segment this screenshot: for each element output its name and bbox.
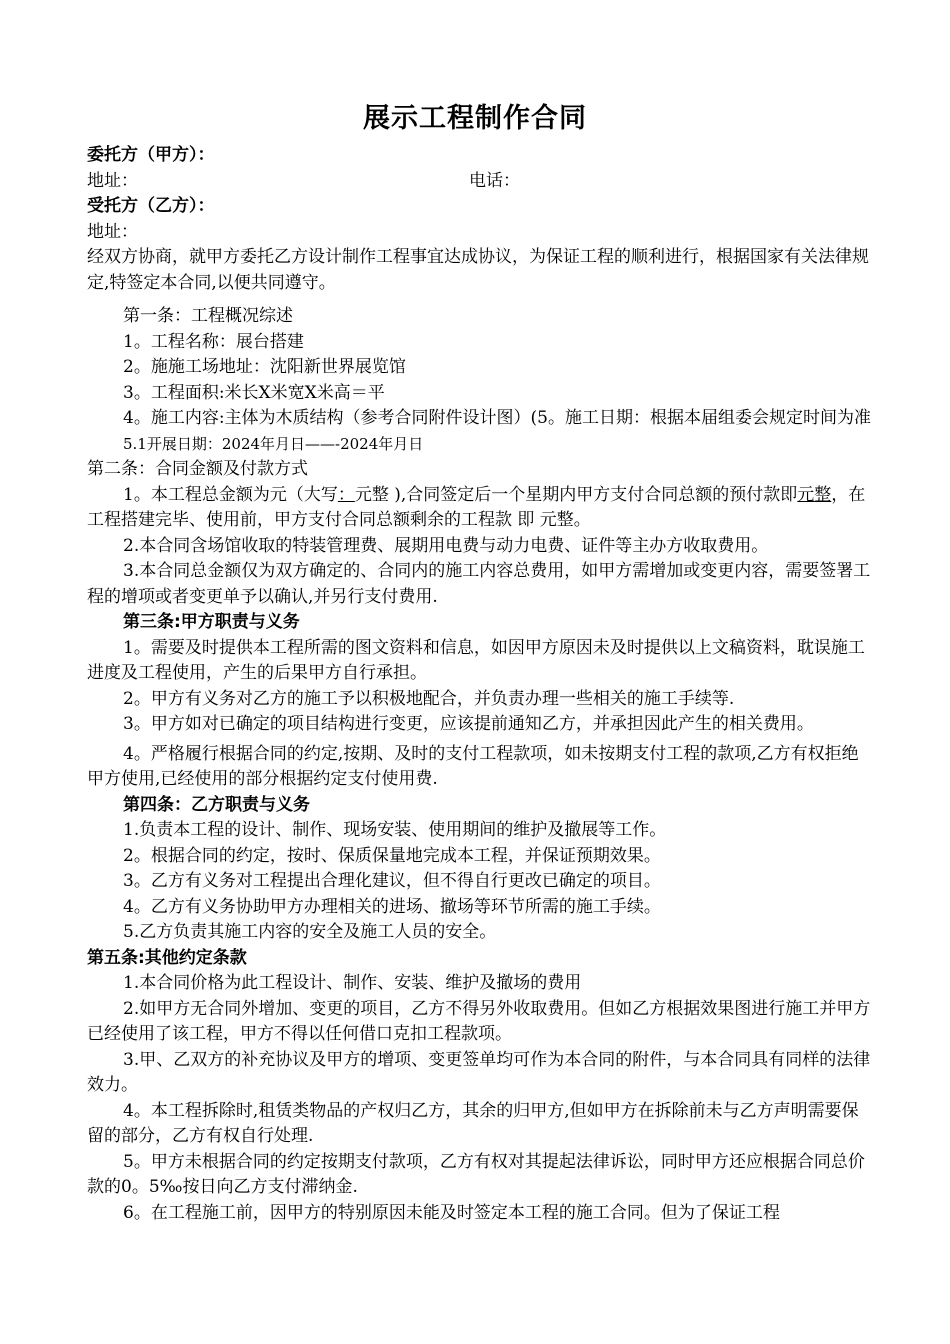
intro-paragraph: 经双方协商，就甲方委托乙方设计制作工程事宜达成协议，为保证工程的顺利进行，根据国家有关法律规定,特签定本合同,以便共同遵守。	[87, 247, 869, 293]
article-2-item-1-text-c: ，在工程搭建完毕、使用前，甲方支付合同总额剩余的工程款 即 元整。	[87, 484, 866, 530]
article-4-item-2: 2。根据合同的约定，按时、保质保量地完成本工程，并保证预期效果。	[123, 845, 661, 866]
article-2-item-1-blank: ：	[337, 484, 355, 505]
article-4-item-3: 3。乙方有义务对工程提出合理化建议，但不得自行更改已确定的项目。	[123, 871, 661, 891]
article-1-item-5: 5.1开展日期：2024年月日——-2024年月日	[123, 434, 424, 453]
article-4-item-4: 4。乙方有义务协助甲方办理相关的进场、撤场等环节所需的施工手续。	[123, 896, 661, 917]
phone-label: 电话：	[469, 170, 520, 191]
article-3-item-3: 3。甲方如对已确定的项目结构进行变更，应该提前通知乙方，并承担因此产生的相关费用。	[123, 714, 814, 734]
article-5-item-1: 1.本合同价格为此工程设计、制作、安装、维护及撤场的费用	[123, 973, 582, 993]
article-2-item-1-text-b: 元整 ),合同签定后一个星期内甲方支付合同总额的预付款即	[354, 484, 798, 505]
article-5-item-4: 4。本工程拆除时,租赁类物品的产权归乙方，其余的归甲方,但如甲方在拆除前未与乙方声明需要保留的部分，乙方有权自行处理.	[87, 1100, 859, 1146]
article-5-heading: 第五条:其他约定条款	[87, 947, 247, 968]
article-2-heading: 第二条：合同金额及付款方式	[87, 459, 308, 479]
article-5-item-6: 6。在工程施工前，因甲方的特别原因未能及时签定本工程的施工合同。但为了保证工程	[123, 1202, 780, 1223]
article-5-item-5: 5。甲方未根据合同的约定按期支付款项，乙方有权对其提起法律诉讼，同时甲方还应根据合同总价款的0。5‰按日向乙方支付滞纳金.	[87, 1151, 865, 1197]
contract-body	[87, 143, 875, 1226]
article-1-heading: 第一条：工程概况综述	[123, 306, 293, 326]
article-4-item-1: 1.负责本工程的设计、制作、现场安装、使用期间的维护及撤展等工作。	[123, 820, 667, 840]
article-1-item-3: 3。工程面积:米长X米宽X米高＝平	[123, 382, 385, 403]
article-3-item-1: 1。需要及时提供本工程所需的图文资料和信息，如因甲方原因未及时提供以上文稿资料，耽误施工进度及工程使用，产生的后果甲方自行承担。	[87, 637, 865, 683]
address-phone-row	[87, 169, 875, 195]
article-3-item-2: 2。甲方有义务对乙方的施工予以积极地配合，并负责办理一些相关的施工手续等.	[123, 688, 735, 709]
article-2-item-1-amount: 元整	[797, 484, 832, 505]
article-1-item-4: 4。施工内容:主体为木质结构（参考合同附件设计图）(5。施工日期：根据本届组委会规定时间为准	[123, 408, 871, 428]
article-1-item-2: 2。施施工场地址：沈阳新世界展览馆	[123, 357, 406, 377]
document-title: 展示工程制作合同	[363, 103, 587, 134]
address-label-a: 地址：	[87, 170, 138, 191]
article-2-item-1	[87, 483, 875, 534]
address-label-b: 地址：	[87, 221, 138, 242]
article-5-item-3: 3.甲、乙双方的补充协议及甲方的增项、变更签单均可作为本合同的附件，与本合同具有同样的法律效力。	[87, 1049, 871, 1095]
article-3-item-4: 4。严格履行根据合同的约定,按期、及时的支付工程款项，如未按期支付工程的款项,乙方有权拒绝甲方使用,已经使用的部分根据约定支付使用费.	[87, 743, 859, 789]
party-a-label: 委托方（甲方）：	[87, 145, 215, 165]
article-2-item-3: 3.本合同总金额仅为双方确定的、合同内的施工内容总费用，如甲方需增加或变更内容，需要签署工程的增项或者变更单予以确认,并另行支付费用.	[87, 561, 871, 607]
article-5-item-2: 2.如甲方无合同外增加、变更的项目，乙方不得另外收取费用。但如乙方根据效果图进行施工并甲方已经使用了该工程，甲方不得以任何借口克扣工程款项。	[87, 998, 871, 1044]
article-1-item-1: 1。工程名称：展台搭建	[123, 331, 304, 352]
article-4-item-5: 5.乙方负责其施工内容的安全及施工人员的安全。	[123, 922, 497, 942]
party-b-label: 受托方（乙方）：	[87, 196, 215, 216]
article-2-item-2: 2.本合同含场馆收取的特装管理费、展期用电费与动力电费、证件等主办方收取费用。	[123, 535, 769, 556]
article-4-heading: 第四条：乙方职责与义务	[123, 794, 310, 815]
article-2-item-1-text-a: 1。本工程总金额为元（大写	[123, 484, 338, 505]
article-3-heading: 第三条:甲方职责与义务	[123, 612, 300, 632]
